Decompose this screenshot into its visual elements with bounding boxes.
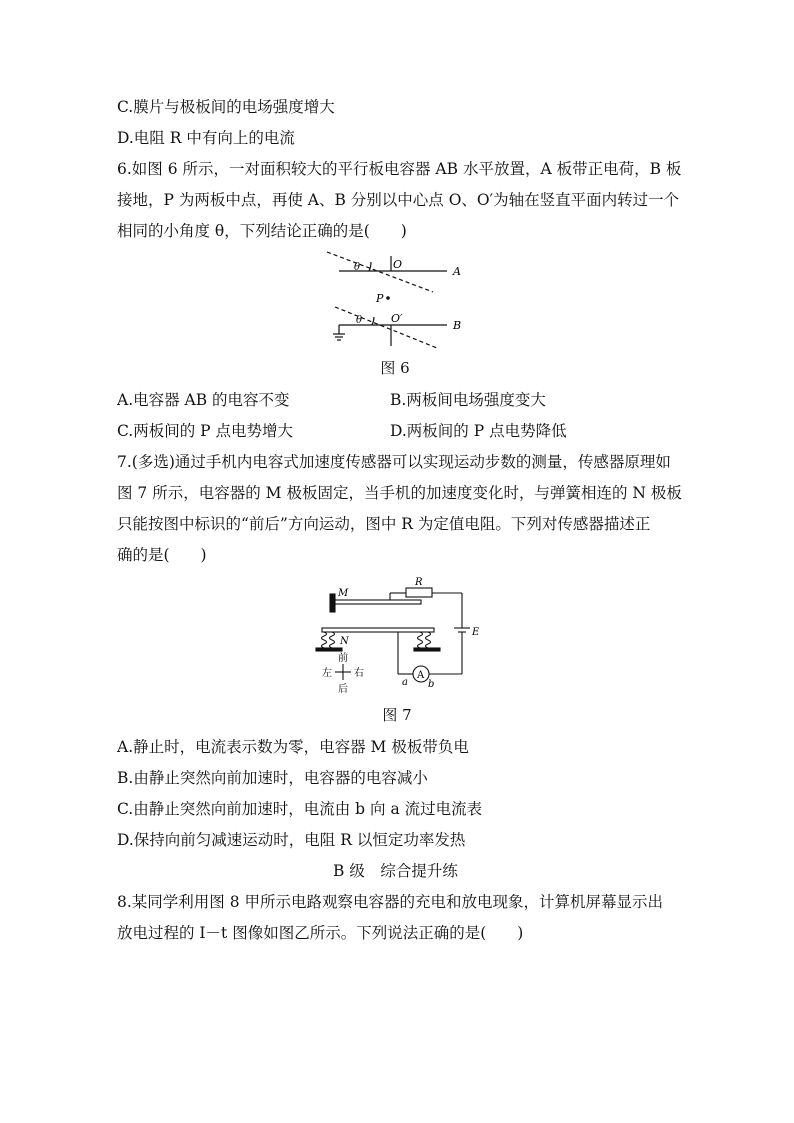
spring-left — [322, 632, 327, 648]
q6-option-b: B.两板间电场强度变大 — [390, 391, 546, 409]
q5-option-c: C.膜片与极板间的电场强度增大 — [117, 98, 335, 116]
label-o2: O′ — [391, 312, 403, 325]
q7-option-d: D.保持向前匀减速运动时，电阻 R 以恒定功率发热 — [117, 831, 466, 849]
dir-back: 后 — [338, 684, 348, 695]
plate-a-rotated — [327, 252, 433, 292]
m-wall — [330, 594, 335, 612]
dir-front: 前 — [338, 653, 348, 664]
label-b: B — [453, 319, 462, 332]
label-a-terminal: a — [402, 677, 408, 688]
label-b-terminal: b — [428, 679, 435, 690]
q7-option-b: B.由静止突然向前加速时，电容器的电容减小 — [117, 769, 428, 787]
q6-option-c: C.两板间的 P 点电势增大 — [117, 422, 294, 440]
plate-n — [322, 628, 434, 632]
base-left — [316, 648, 342, 651]
figure-7 — [310, 574, 490, 698]
q8-stem-line-2: 放电过程的 I－t 图像如图乙所示。下列说法正确的是( ) — [117, 924, 524, 942]
spring-right-2 — [426, 632, 431, 648]
label-p: P — [376, 292, 384, 305]
ammeter-label: A — [417, 670, 425, 681]
label-m: M — [338, 588, 349, 599]
q6-stem-line-1: 6.如图 6 所示，一对面积较大的平行板电容器 AB 水平放置，A 板带正电荷，B 板 — [117, 160, 682, 178]
base-right — [414, 648, 440, 651]
q7-stem-line-3: 只能按图中标识的“前后”方向运动，图中 R 为定值电阻。下列对传感器描述正 — [117, 515, 651, 533]
plate-b-rotated — [335, 307, 437, 348]
figure-7-caption: 图 7 — [382, 706, 412, 724]
q7-option-a: A.静止时，电流表示数为零，电容器 M 极板带负电 — [117, 738, 469, 756]
dir-right: 右 — [354, 668, 364, 679]
label-a: A — [453, 265, 461, 278]
q6-option-a: A.电容器 AB 的电容不变 — [117, 391, 290, 409]
dir-left: 左 — [322, 668, 332, 679]
spring-right — [418, 632, 423, 648]
label-theta-b: θ — [356, 315, 363, 326]
label-n: N — [340, 636, 349, 647]
angle-arc-b — [372, 317, 374, 325]
q7-stem-line-4: 确的是( ) — [117, 546, 207, 564]
label-o: O — [393, 258, 403, 271]
point-p — [386, 296, 390, 300]
figure-6 — [325, 250, 475, 350]
q6-stem-line-3: 相同的小角度 θ，下列结论正确的是( ) — [117, 222, 407, 240]
q5-option-d: D.电阻 R 中有向上的电流 — [117, 129, 295, 147]
spring-left-2 — [330, 632, 335, 648]
resistor-r — [406, 588, 432, 597]
q7-option-c: C.由静止突然向前加速时，电流由 b 向 a 流过电流表 — [117, 800, 483, 818]
figure-6-caption: 图 6 — [380, 359, 410, 377]
q6-stem-line-2: 接地，P 为两板中点，再使 A、B 分别以中心点 O、O′为轴在竖直平面内转过一个 — [117, 191, 680, 209]
label-e: E — [472, 627, 480, 638]
plate-m — [335, 600, 421, 604]
angle-arc-a — [369, 262, 371, 271]
label-theta-a: θ — [354, 262, 361, 273]
q7-stem-line-2: 图 7 所示，电容器的 M 极板固定，当手机的加速度变化时，与弹簧相连的 N 极板 — [117, 484, 682, 502]
section-b-heading: B 级 综合提升练 — [333, 862, 458, 880]
label-r: R — [415, 577, 423, 588]
q6-option-d: D.两板间的 P 点电势降低 — [390, 422, 567, 440]
q7-stem-line-1: 7.(多选)通过手机内电容式加速度传感器可以实现运动步数的测量，传感器原理如 — [117, 453, 671, 471]
q8-stem-line-1: 8.某同学利用图 8 甲所示电路观察电容器的充电和放电现象，计算机屏幕显示出 — [117, 893, 664, 911]
